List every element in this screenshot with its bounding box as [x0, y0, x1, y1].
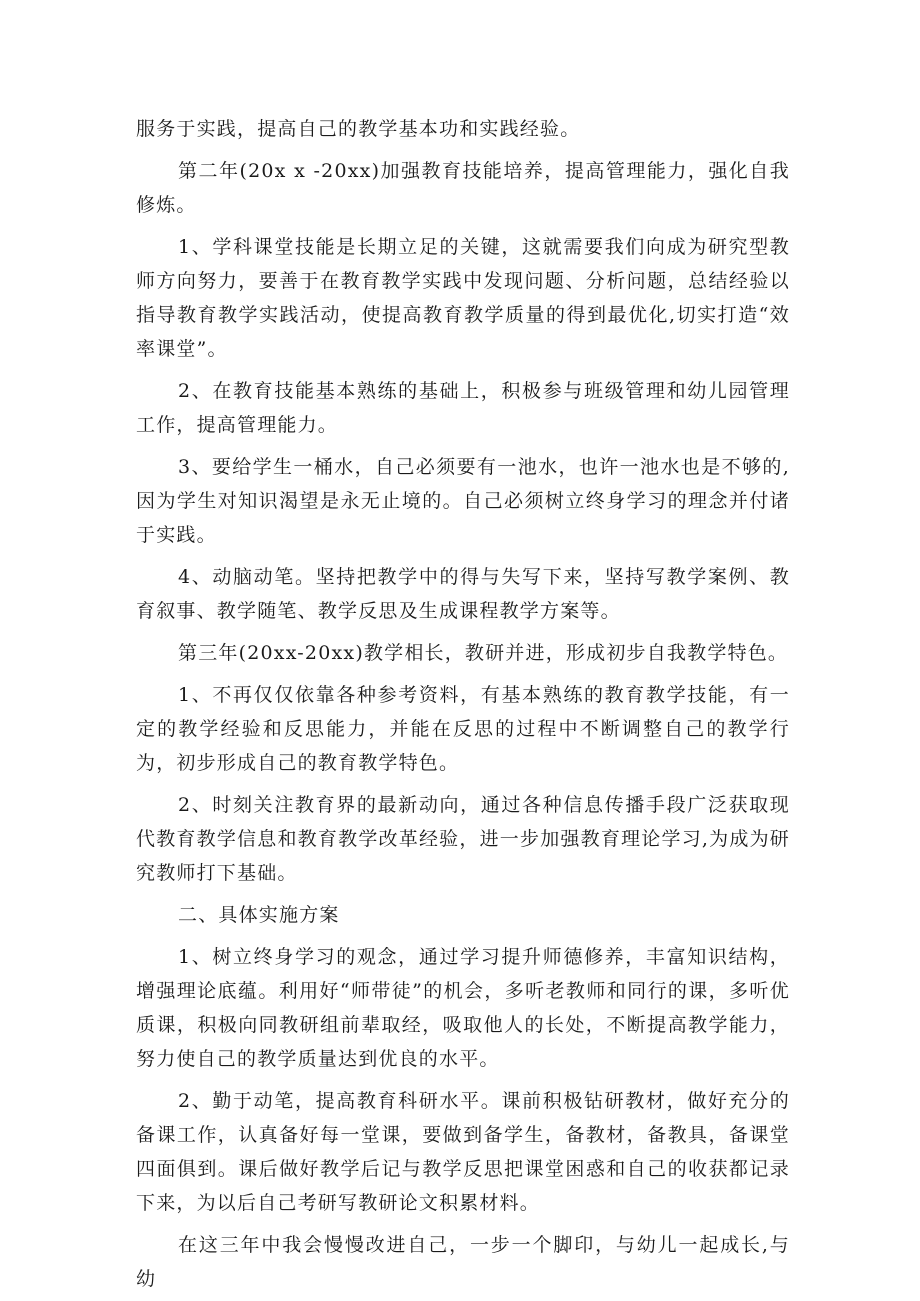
document-body: [136, 112, 790, 1296]
paragraph-implementation-item-2: 2、勤于动笔，提高教育科研水平。课前积极钻研教材，做好充分的备课工作，认真备好每一堂课，要做到备学生，备教材，备教具，备课堂四面俱到。课后做好教学后记与教学反思把课堂困惑和自己的收获都记录下来，为以后自己考研写教研论文积累材料。: [136, 1090, 790, 1214]
paragraph-year-two-heading: 第二年(20x x -20xx)加强教育技能培养，提高管理能力，强化自我修炼。: [136, 160, 790, 216]
paragraph-year-two-item-2: 2、在教育技能基本熟练的基础上，积极参与班级管理和幼儿园管理工作，提高管理能力。: [136, 380, 790, 436]
paragraph-closing: 在这三年中我会慢慢改进自己，一步一个脚印，与幼儿一起成长,与幼: [136, 1234, 790, 1290]
paragraph-continuation: 服务于实践，提高自己的教学基本功和实践经验。: [136, 118, 581, 140]
paragraph-year-two-item-3: 3、要给学生一桶水，自己必须要有一池水，也许一池水也是不够的,因为学生对知识渴望是永无止境的。自己必须树立终身学习的理念并付诸于实践。: [136, 456, 790, 546]
paragraph-implementation-item-1: 1、树立终身学习的观念，通过学习提升师德修养，丰富知识结构，增强理论底蕴。利用好“师带徒”的机会，多听老教师和同行的课，多听优质课，积极向同教研组前辈取经，吸取他人的长处，不断提高教学能力，努力使自己的教学质量达到优良的水平。: [136, 946, 790, 1070]
paragraph-year-two-item-4: 4、动脑动笔。坚持把教学中的得与失写下来，坚持写教学案例、教育叙事、教学随笔、教学反思及生成课程教学方案等。: [136, 566, 790, 622]
paragraph-year-three-item-2: 2、时刻关注教育界的最新动向，通过各种信息传播手段广泛获取现代教育教学信息和教育教学改革经验，进一步加强教育理论学习,为成为研究教师打下基础。: [136, 794, 790, 884]
paragraph-year-two-item-1: 1、学科课堂技能是长期立足的关键，这就需要我们向成为研究型教师方向努力，要善于在教育教学实践中发现问题、分析问题，总结经验以指导教育教学实践活动，使提高教育教学质量的得到最优化,切实打造“效率课堂”。: [136, 236, 790, 360]
section-heading-implementation: 二、具体实施方案: [178, 904, 340, 926]
paragraph-year-three-heading: 第三年(20xx-20xx)教学相长，教研并进，形成初步自我教学特色。: [178, 642, 789, 664]
paragraph-year-three-item-1: 1、不再仅仅依靠各种参考资料，有基本熟练的教育教学技能，有一定的教学经验和反思能力，并能在反思的过程中不断调整自己的教学行为，初步形成自己的教育教学特色。: [136, 684, 790, 774]
